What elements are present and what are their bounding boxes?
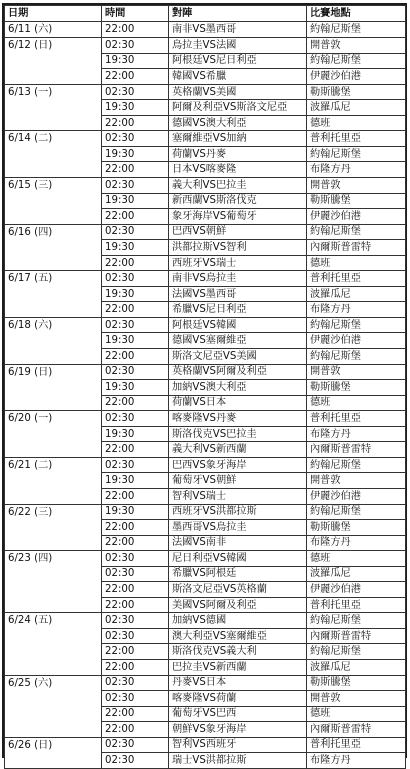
venue-cell: 普利托里亞 [307, 737, 406, 753]
venue-cell: 約翰尼斯堡 [307, 317, 406, 333]
match-cell: 烏拉圭VS法國 [169, 38, 307, 54]
time-cell: 22:00 [102, 535, 169, 551]
venue-cell: 波羅瓜尼 [307, 100, 406, 116]
time-cell: 22:00 [102, 644, 169, 660]
match-cell: 葡萄牙VS朝鮮 [169, 473, 307, 489]
match-cell: 新西蘭VS斯洛伐克 [169, 193, 307, 209]
match-cell: 斯洛文尼亞VS英格蘭 [169, 582, 307, 598]
date-cell: 6/26 (日) [5, 737, 102, 768]
date-cell: 6/11 (六) [5, 21, 102, 38]
date-cell: 6/13 (一) [5, 84, 102, 131]
date-cell: 6/14 (二) [5, 131, 102, 178]
match-cell: 墨西哥VS烏拉圭 [169, 520, 307, 536]
match-cell: 塞爾維亞VS加納 [169, 131, 307, 147]
time-cell: 19:30 [102, 333, 169, 349]
time-cell: 02:30 [102, 613, 169, 629]
match-cell: 葡萄牙VS巴西 [169, 706, 307, 722]
venue-cell: 開普敦 [307, 178, 406, 194]
table-row [5, 317, 406, 333]
time-cell: 02:30 [102, 38, 169, 54]
match-cell: 西班牙VS洪都拉斯 [169, 504, 307, 520]
match-cell: 加納VS德國 [169, 613, 307, 629]
match-cell: 法國VS墨西哥 [169, 286, 307, 302]
time-cell: 02:30 [102, 753, 169, 769]
date-cell: 6/15 (三) [5, 178, 102, 225]
venue-cell: 約翰尼斯堡 [307, 224, 406, 240]
match-cell: 喀麥隆VS荷蘭 [169, 691, 307, 707]
venue-cell: 約翰尼斯堡 [307, 644, 406, 660]
venue-cell: 伊麗沙伯港 [307, 69, 406, 85]
venue-cell: 內爾斯普雷特 [307, 442, 406, 458]
match-cell: 阿根廷VS韓國 [169, 317, 307, 333]
time-cell: 02:30 [102, 411, 169, 427]
time-cell: 22:00 [102, 659, 169, 675]
time-cell: 19:30 [102, 380, 169, 396]
time-cell: 02:30 [102, 317, 169, 333]
time-cell: 02:30 [102, 675, 169, 691]
header-match: 對陣 [169, 6, 307, 22]
time-cell: 22:00 [102, 255, 169, 271]
time-cell: 22:00 [102, 349, 169, 365]
time-cell: 02:30 [102, 691, 169, 707]
time-cell: 22:00 [102, 442, 169, 458]
date-cell: 6/18 (六) [5, 317, 102, 364]
table-row [5, 737, 406, 753]
venue-cell: 勒斯騰堡 [307, 675, 406, 691]
table-row [5, 364, 406, 380]
match-cell: 阿爾及利亞VS斯洛文尼亞 [169, 100, 307, 116]
table-row [5, 178, 406, 194]
table-row [5, 38, 406, 54]
match-cell: 斯洛文尼亞VS美國 [169, 349, 307, 365]
time-cell: 02:30 [102, 566, 169, 582]
table-row [5, 84, 406, 100]
venue-cell: 普利托里亞 [307, 131, 406, 147]
match-cell: 象牙海岸VS葡萄牙 [169, 209, 307, 225]
time-cell: 22:00 [102, 302, 169, 318]
time-cell: 02:30 [102, 271, 169, 287]
header-date: 日期 [5, 6, 102, 22]
venue-cell: 伊麗沙伯港 [307, 582, 406, 598]
time-cell: 02:30 [102, 457, 169, 473]
match-cell: 巴拉圭VS新西蘭 [169, 659, 307, 675]
match-cell: 巴西VS朝鮮 [169, 224, 307, 240]
date-cell: 6/22 (三) [5, 504, 102, 551]
date-cell: 6/24 (五) [5, 613, 102, 675]
time-cell: 02:30 [102, 224, 169, 240]
date-cell: 6/19 (日) [5, 364, 102, 411]
match-cell: 斯洛伐克VS義大利 [169, 644, 307, 660]
table-row [5, 224, 406, 240]
venue-cell: 約翰尼斯堡 [307, 53, 406, 69]
match-cell: 加納VS澳大利亞 [169, 380, 307, 396]
match-cell: 智利VS西班牙 [169, 737, 307, 753]
time-cell: 02:30 [102, 628, 169, 644]
table-row [5, 411, 406, 427]
match-cell: 丹麥VS日本 [169, 675, 307, 691]
time-cell: 19:30 [102, 426, 169, 442]
table-row [5, 131, 406, 147]
table-row [5, 504, 406, 520]
match-cell: 南非VS墨西哥 [169, 21, 307, 38]
time-cell: 19:30 [102, 146, 169, 162]
venue-cell: 勒斯騰堡 [307, 84, 406, 100]
venue-cell: 開普敦 [307, 364, 406, 380]
time-cell: 02:30 [102, 131, 169, 147]
venue-cell: 普利托里亞 [307, 271, 406, 287]
time-cell: 22:00 [102, 597, 169, 613]
time-cell: 19:30 [102, 473, 169, 489]
venue-cell: 波羅瓜尼 [307, 286, 406, 302]
header-row [5, 6, 406, 22]
match-cell: 義大利VS巴拉圭 [169, 178, 307, 194]
match-cell: 斯洛伐克VS巴拉圭 [169, 426, 307, 442]
venue-cell: 勒斯騰堡 [307, 380, 406, 396]
match-cell: 德國VS澳大利亞 [169, 115, 307, 131]
header-venue: 比賽地點 [307, 6, 406, 22]
date-cell: 6/17 (五) [5, 271, 102, 318]
date-cell: 6/20 (一) [5, 411, 102, 458]
venue-cell: 伊麗沙伯港 [307, 209, 406, 225]
match-cell: 德國VS塞爾維亞 [169, 333, 307, 349]
table-row [5, 21, 406, 38]
venue-cell: 約翰尼斯堡 [307, 457, 406, 473]
venue-cell: 德班 [307, 115, 406, 131]
table-row [5, 457, 406, 473]
venue-cell: 布隆方丹 [307, 426, 406, 442]
match-cell: 法國VS南非 [169, 535, 307, 551]
venue-cell: 德班 [307, 255, 406, 271]
match-cell: 瑞士VS洪都拉斯 [169, 753, 307, 769]
match-cell: 洪都拉斯VS智利 [169, 240, 307, 256]
schedule-frame [2, 3, 407, 767]
time-cell: 19:30 [102, 286, 169, 302]
venue-cell: 普利托里亞 [307, 597, 406, 613]
table-row [5, 675, 406, 691]
time-cell: 22:00 [102, 488, 169, 504]
venue-cell: 布隆方丹 [307, 302, 406, 318]
venue-cell: 伊麗沙伯港 [307, 333, 406, 349]
time-cell: 19:30 [102, 193, 169, 209]
match-schedule-table [4, 5, 406, 769]
time-cell: 22:00 [102, 722, 169, 738]
match-cell: 希臘VS尼日利亞 [169, 302, 307, 318]
venue-cell: 約翰尼斯堡 [307, 349, 406, 365]
match-cell: 英格蘭VS美國 [169, 84, 307, 100]
match-cell: 巴西VS象牙海岸 [169, 457, 307, 473]
match-cell: 南非VS烏拉圭 [169, 271, 307, 287]
match-cell: 阿根廷VS尼日利亞 [169, 53, 307, 69]
time-cell: 02:30 [102, 737, 169, 753]
venue-cell: 勒斯騰堡 [307, 520, 406, 536]
date-cell: 6/12 (日) [5, 38, 102, 85]
venue-cell: 開普敦 [307, 691, 406, 707]
time-cell: 19:30 [102, 100, 169, 116]
venue-cell: 德班 [307, 706, 406, 722]
time-cell: 02:30 [102, 364, 169, 380]
table-row [5, 551, 406, 567]
venue-cell: 德班 [307, 551, 406, 567]
venue-cell: 德班 [307, 395, 406, 411]
date-cell: 6/21 (二) [5, 457, 102, 504]
match-cell: 荷蘭VS日本 [169, 395, 307, 411]
venue-cell: 內爾斯普雷特 [307, 722, 406, 738]
venue-cell: 約翰尼斯堡 [307, 21, 406, 38]
time-cell: 22:00 [102, 21, 169, 38]
venue-cell: 普利托里亞 [307, 411, 406, 427]
venue-cell: 開普敦 [307, 473, 406, 489]
venue-cell: 布隆方丹 [307, 535, 406, 551]
time-cell: 19:30 [102, 504, 169, 520]
time-cell: 22:00 [102, 395, 169, 411]
match-cell: 澳大利亞VS塞爾維亞 [169, 628, 307, 644]
time-cell: 22:00 [102, 115, 169, 131]
date-cell: 6/25 (六) [5, 675, 102, 737]
venue-cell: 內爾斯普雷特 [307, 628, 406, 644]
match-cell: 荷蘭VS丹麥 [169, 146, 307, 162]
match-cell: 英格蘭VS阿爾及利亞 [169, 364, 307, 380]
match-cell: 日本VS喀麥隆 [169, 162, 307, 178]
header-time: 時間 [102, 6, 169, 22]
venue-cell: 波羅瓜尼 [307, 566, 406, 582]
match-cell: 喀麥隆VS丹麥 [169, 411, 307, 427]
venue-cell: 伊麗沙伯港 [307, 488, 406, 504]
time-cell: 22:00 [102, 582, 169, 598]
table-row [5, 271, 406, 287]
venue-cell: 約翰尼斯堡 [307, 146, 406, 162]
venue-cell: 內爾斯普雷特 [307, 240, 406, 256]
time-cell: 19:30 [102, 53, 169, 69]
match-cell: 智利VS瑞士 [169, 488, 307, 504]
time-cell: 22:00 [102, 69, 169, 85]
venue-cell: 約翰尼斯堡 [307, 504, 406, 520]
match-cell: 尼日利亞VS韓國 [169, 551, 307, 567]
match-cell: 希臘VS阿根廷 [169, 566, 307, 582]
time-cell: 02:30 [102, 178, 169, 194]
time-cell: 22:00 [102, 520, 169, 536]
time-cell: 19:30 [102, 240, 169, 256]
match-cell: 韓國VS希臘 [169, 69, 307, 85]
date-cell: 6/23 (四) [5, 551, 102, 613]
time-cell: 02:30 [102, 551, 169, 567]
match-cell: 西班牙VS瑞士 [169, 255, 307, 271]
time-cell: 02:30 [102, 84, 169, 100]
time-cell: 22:00 [102, 209, 169, 225]
match-cell: 義大利VS新西蘭 [169, 442, 307, 458]
time-cell: 22:00 [102, 162, 169, 178]
venue-cell: 開普敦 [307, 38, 406, 54]
venue-cell: 勒斯騰堡 [307, 193, 406, 209]
time-cell: 22:00 [102, 706, 169, 722]
match-cell: 朝鮮VS象牙海岸 [169, 722, 307, 738]
table-row [5, 613, 406, 629]
venue-cell: 布隆方丹 [307, 753, 406, 769]
venue-cell: 波羅瓜尼 [307, 659, 406, 675]
match-cell: 美國VS阿爾及利亞 [169, 597, 307, 613]
venue-cell: 約翰尼斯堡 [307, 613, 406, 629]
date-cell: 6/16 (四) [5, 224, 102, 271]
venue-cell: 布隆方丹 [307, 162, 406, 178]
